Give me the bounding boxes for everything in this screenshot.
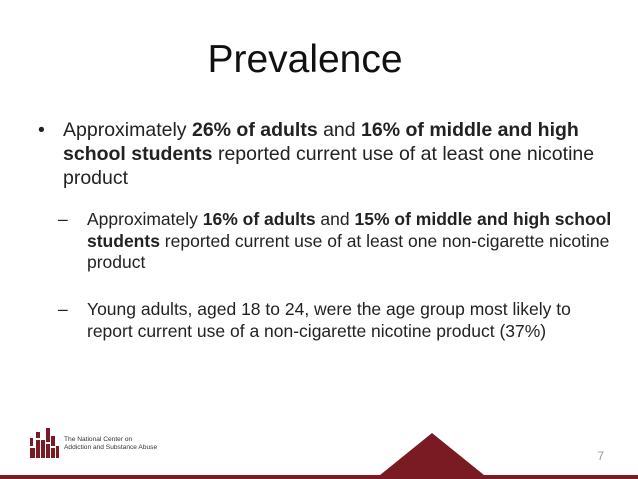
- stat-students: 16% of middle and high school students: [63, 119, 579, 165]
- stat-students-noncig: 15% of middle and high school students: [87, 209, 612, 251]
- casa-logo-icon: [30, 428, 60, 458]
- bullet-marker: •: [38, 119, 45, 141]
- sub-bullet-2: [58, 299, 618, 342]
- logo-text: The National Center on Addiction and Substance Abuse: [64, 436, 158, 451]
- page-number: 7: [597, 449, 604, 463]
- main-bullet-text: Approximately 26% of adults and 16% of middle and high school students reported current use of at least one nicotine product: [63, 119, 595, 189]
- casa-logo: [30, 428, 180, 458]
- sub-bullet-1: [58, 209, 618, 274]
- stat-adults-noncig: 16% of adults: [202, 209, 316, 229]
- dash-marker: –: [58, 299, 68, 319]
- sub-bullet-2-text: Young adults, aged 18 to 24, were the age group most likely to report current use of a non-cigarette nicotine product (37%): [87, 299, 571, 341]
- slide-title: Prevalence: [207, 38, 403, 81]
- sub-bullet-1-text: Approximately 16% of adults and 15% of middle and high school students reported current use of at least one non-cigarette nicotine product: [87, 209, 612, 272]
- stat-adults: 26% of adults: [191, 119, 318, 141]
- dash-marker: –: [58, 209, 68, 229]
- footer-bar: [0, 475, 638, 479]
- footer-triangle: [380, 433, 484, 475]
- main-bullet: [38, 118, 598, 190]
